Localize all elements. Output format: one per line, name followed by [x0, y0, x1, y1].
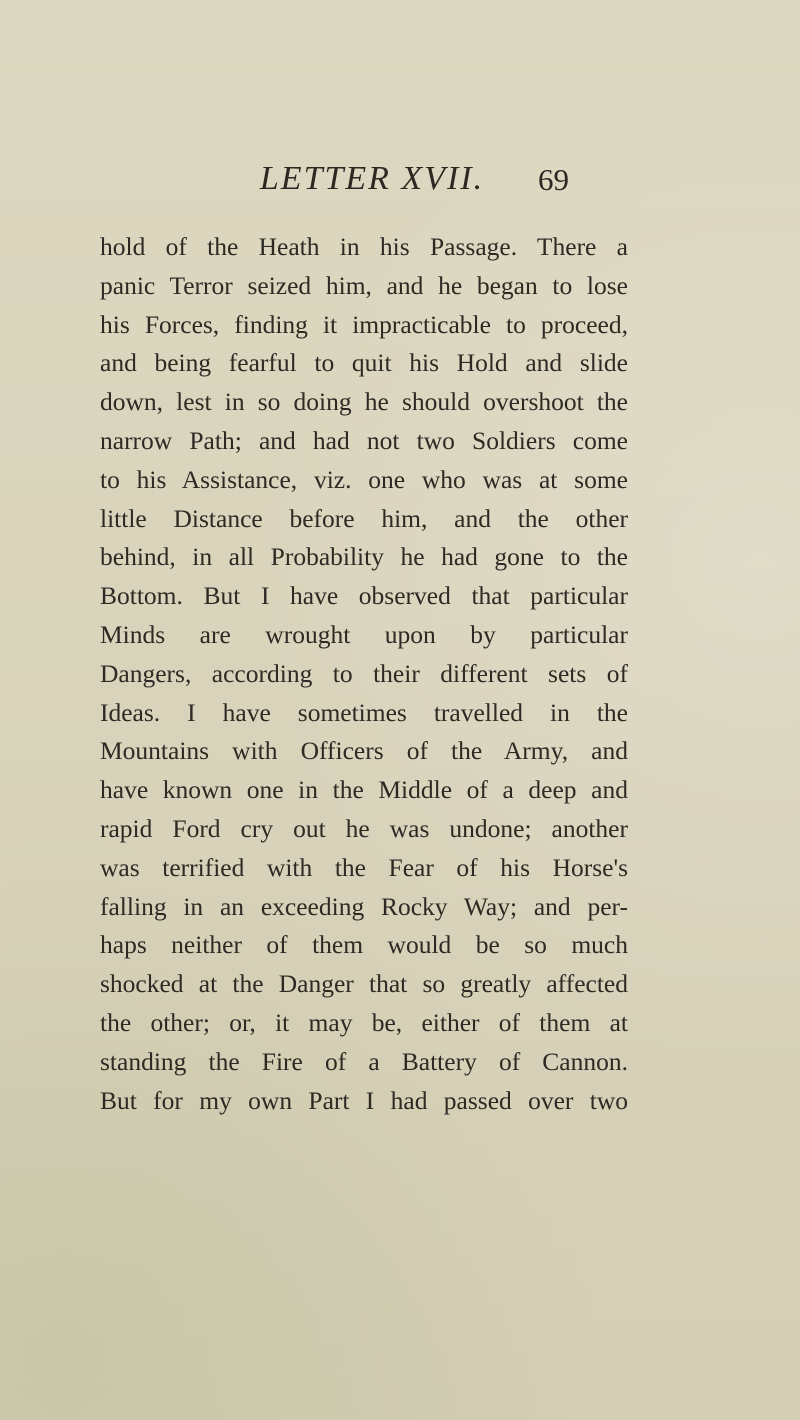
text-line: Mountains with Officers of the Army, and: [100, 736, 628, 766]
text-line: to his Assistance, viz. one who was at some: [100, 464, 628, 494]
body-text: [100, 228, 628, 1120]
page-number: 69: [538, 162, 569, 197]
text-line: little Distance before him, and the other: [100, 503, 628, 533]
text-line: Ideas. I have sometimes travelled in the: [100, 697, 628, 727]
text-line: was terrified with the Fear of his Horse's: [100, 852, 628, 882]
text-line: standing the Fire of a Battery of Cannon.: [100, 1046, 628, 1076]
text-line: falling in an exceeding Rocky Way; and per-: [100, 891, 628, 921]
text-line: Minds are wrought upon by particular: [100, 619, 628, 649]
text-line: hold of the Heath in his Passage. There a: [100, 232, 628, 261]
text-line: rapid Ford cry out he was undone; another: [100, 813, 628, 843]
text-line: narrow Path; and had not two Soldiers come: [100, 425, 628, 455]
text-line: the other; or, it may be, either of them at: [100, 1007, 628, 1037]
text-line: have known one in the Middle of a deep and: [100, 775, 628, 805]
text-line: panic Terror seized him, and he began to lose: [100, 270, 628, 300]
text-line: and being fearful to quit his Hold and slide: [100, 348, 628, 378]
running-header: [0, 160, 800, 210]
text-line: behind, in all Probability he had gone to the: [100, 542, 628, 572]
text-line: down, lest in so doing he should overshoot the: [100, 387, 628, 417]
text-line: But for my own Part I had passed over two: [100, 1085, 628, 1115]
running-title: LETTER XVII.: [259, 160, 485, 197]
text-line: Bottom. But I have observed that particular: [100, 581, 628, 611]
text-line: his Forces, finding it impracticable to proceed,: [100, 309, 628, 339]
text-line: haps neither of them would be so much: [100, 930, 628, 960]
text-line: Dangers, according to their different sets of: [100, 658, 628, 688]
text-line: shocked at the Danger that so greatly affected: [100, 969, 628, 999]
